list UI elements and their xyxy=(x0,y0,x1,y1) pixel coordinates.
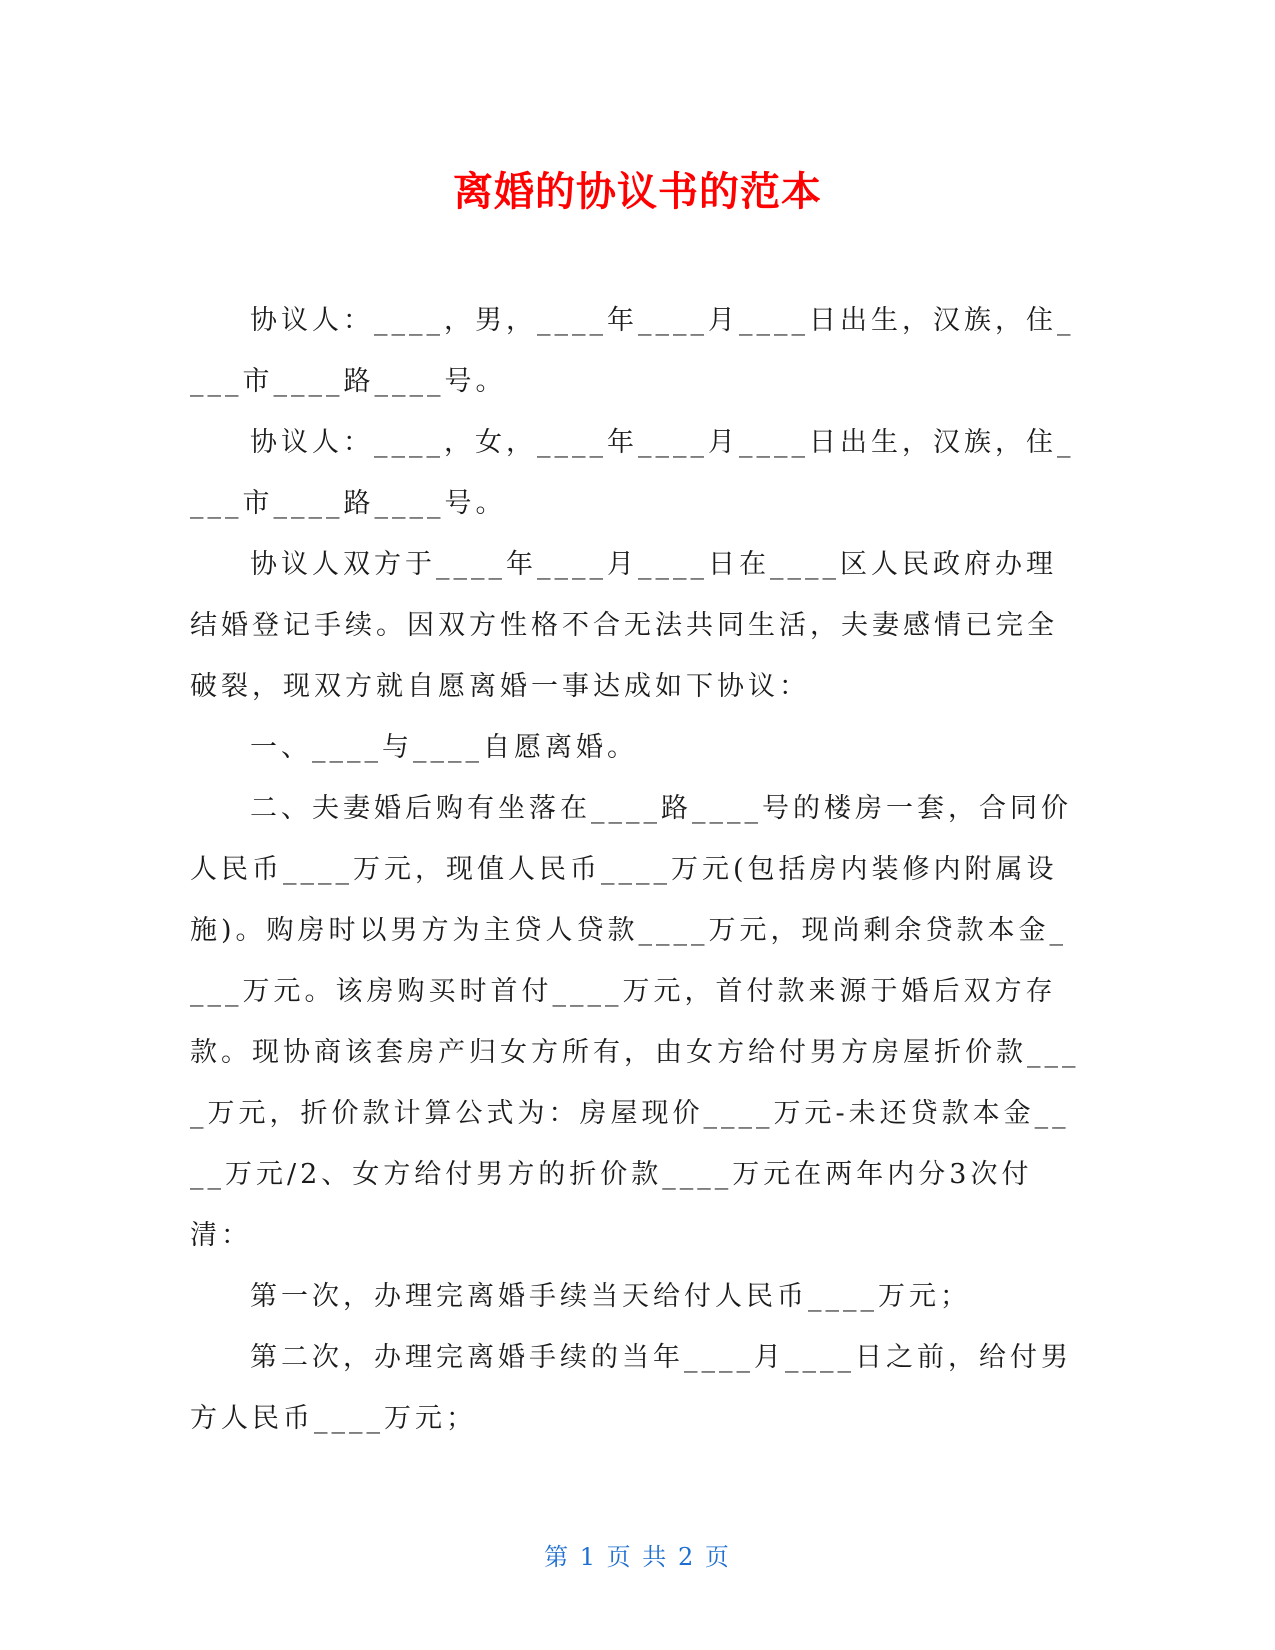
page-footer: 第 1 页 共 2 页 xyxy=(544,1543,731,1571)
paragraph-party-male: 协议人：____，男，____年____月____日出生，汉族，住____市____路____号。 xyxy=(190,305,1075,397)
paragraph-clause-1: 一、____与____自愿离婚。 xyxy=(250,732,638,763)
paragraph-payment-1: 第一次，办理完离婚手续当天给付人民币____万元； xyxy=(250,1281,971,1312)
paragraph-preamble: 协议人双方于____年____月____日在____区人民政府办理结婚登记手续。因双方性格不合无法共同生活，夫妻感情已完全破裂，现双方就自愿离婚一事达成如下协议： xyxy=(190,549,1058,702)
paragraph-payment-2: 第二次，办理完离婚手续的当年____月____日之前，给付男方人民币____万元； xyxy=(190,1342,1072,1434)
paragraph-clause-2: 二、夫妻婚后购有坐落在____路____号的楼房一套，合同价人民币____万元，现值人民币____万元(包括房内装修内附属设施)。购房时以男方为主贷人贷款____万元，现尚剩余贷款本金____万元。该房购买时首付____万元，首付款来源于婚后双方存款。现协商该套房产归女方所有，由女方给付男方房屋折价款____万元，折价款计算公式为：房屋现价____万元-未还贷款本金____万元/2、女方给付男方的折价款____万元在两年内分3次付清： xyxy=(190,793,1080,1251)
document-body xyxy=(190,290,1080,1449)
document-title: 离婚的协议书的范本 xyxy=(453,169,822,215)
paragraph-party-female: 协议人：____，女，____年____月____日出生，汉族，住____市____路____号。 xyxy=(190,427,1075,519)
